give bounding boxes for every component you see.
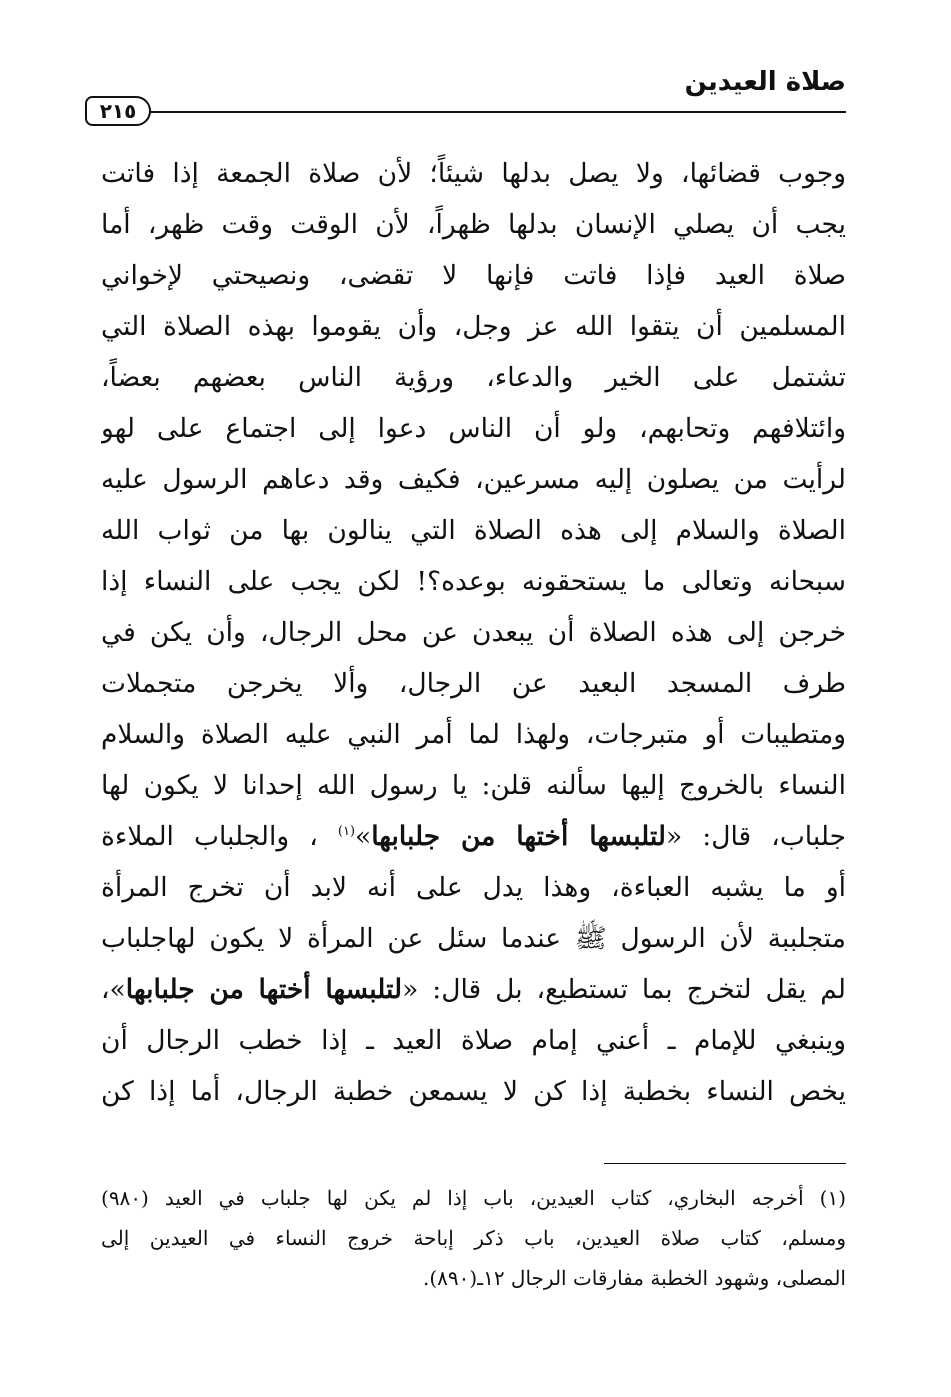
text-line: وائتلافهم وتحابهم، ولو أن الناس دعوا إلى اجتماع على لهو	[101, 413, 846, 444]
hadith-quote: لتلبسها أختها من جلبابها	[125, 974, 403, 1005]
quote-close: »	[355, 821, 372, 852]
text-line: النساء بالخروج إليها سألنه قلن: يا رسول الله إحدانا لا يكون لها	[101, 770, 846, 801]
text-line: خرجن إلى هذه الصلاة أن يبعدن عن محل الرجال، وأن يكن في	[101, 617, 846, 648]
header-rule	[88, 111, 846, 113]
text-line: يجب أن يصلي الإنسان بدلها ظهراً، لأن الوقت وقت ظهر، أما	[101, 209, 846, 240]
quote-close: »،	[101, 974, 126, 1005]
footnote-separator	[604, 1163, 846, 1164]
text-line-with-hadith	[101, 964, 846, 1015]
line-text-before: جلباب، قال: «	[665, 821, 846, 852]
text-line: ومتطيبات أو متبرجات، ولهذا لما أمر النبي عليه الصلاة والسلام	[101, 719, 846, 750]
text-line: يخص النساء بخطبة إذا كن لا يسمعن خطبة الرجال، أما إذا كن	[101, 1076, 846, 1107]
footnote-line: المصلى، وشهود الخطبة مفارقات الرجال ١٢ـ(٨٩٠).	[423, 1266, 846, 1290]
text-line: سبحانه وتعالى ما يستحقونه بوعده؟! لكن يجب على النساء إذا	[101, 566, 846, 597]
text-line: طرف المسجد البعيد عن الرجال، وألا يخرجن متجملات	[101, 668, 846, 699]
page-number: ٢١٥	[85, 96, 151, 126]
text-line: المسلمين أن يتقوا الله عز وجل، وأن يقوموا بهذه الصلاة التي	[101, 311, 846, 342]
footnote-line: (١) أخرجه البخاري، كتاب العيدين، باب إذا لم يكن لها جلباب في العيد (٩٨٠)	[101, 1186, 846, 1210]
footnote-reference: (١)	[337, 824, 356, 840]
text-line-with-hadith	[101, 811, 846, 862]
text-line: متجلببة لأن الرسول ﷺ عندما سئل عن المرأة لا يكون لهاجلباب	[101, 923, 846, 954]
body-text	[101, 148, 846, 1117]
text-line: وينبغي للإمام ـ أعني إمام صلاة العيد ـ إذا خطب الرجال أن	[101, 1025, 846, 1056]
footnotes	[101, 1178, 846, 1298]
text-line: أو ما يشبه العباءة، وهذا يدل على أنه لابد أن تخرج المرأة	[101, 872, 846, 903]
text-line: الصلاة والسلام إلى هذه الصلاة التي ينالون بها من ثواب الله	[101, 515, 846, 546]
footnote-line: ومسلم، كتاب صلاة العيدين، باب ذكر إباحة خروج النساء في العيدين إلى	[101, 1226, 846, 1250]
text-line: تشتمل على الخير والدعاء، ورؤية الناس بعضهم بعضاً،	[101, 362, 846, 393]
text-line: صلاة العيد فإذا فاتت فإنها لا تقضى، ونصيحتي لإخواني	[101, 260, 846, 291]
text-line: لرأيت من يصلون إليه مسرعين، فكيف وقد دعاهم الرسول عليه	[101, 464, 846, 495]
hadith-quote: لتلبسها أختها من جلبابها	[371, 821, 666, 852]
text-line: وجوب قضائها، ولا يصل بدلها شيئاً؛ لأن صلاة الجمعة إذا فاتت	[101, 158, 846, 189]
running-header-title: صلاة العيدين	[684, 67, 846, 97]
line-text-before: لم يقل لتخرج بما تستطيع، بل قال: «	[402, 974, 846, 1005]
line-text-after: ، والجلباب الملاءة	[101, 821, 338, 852]
